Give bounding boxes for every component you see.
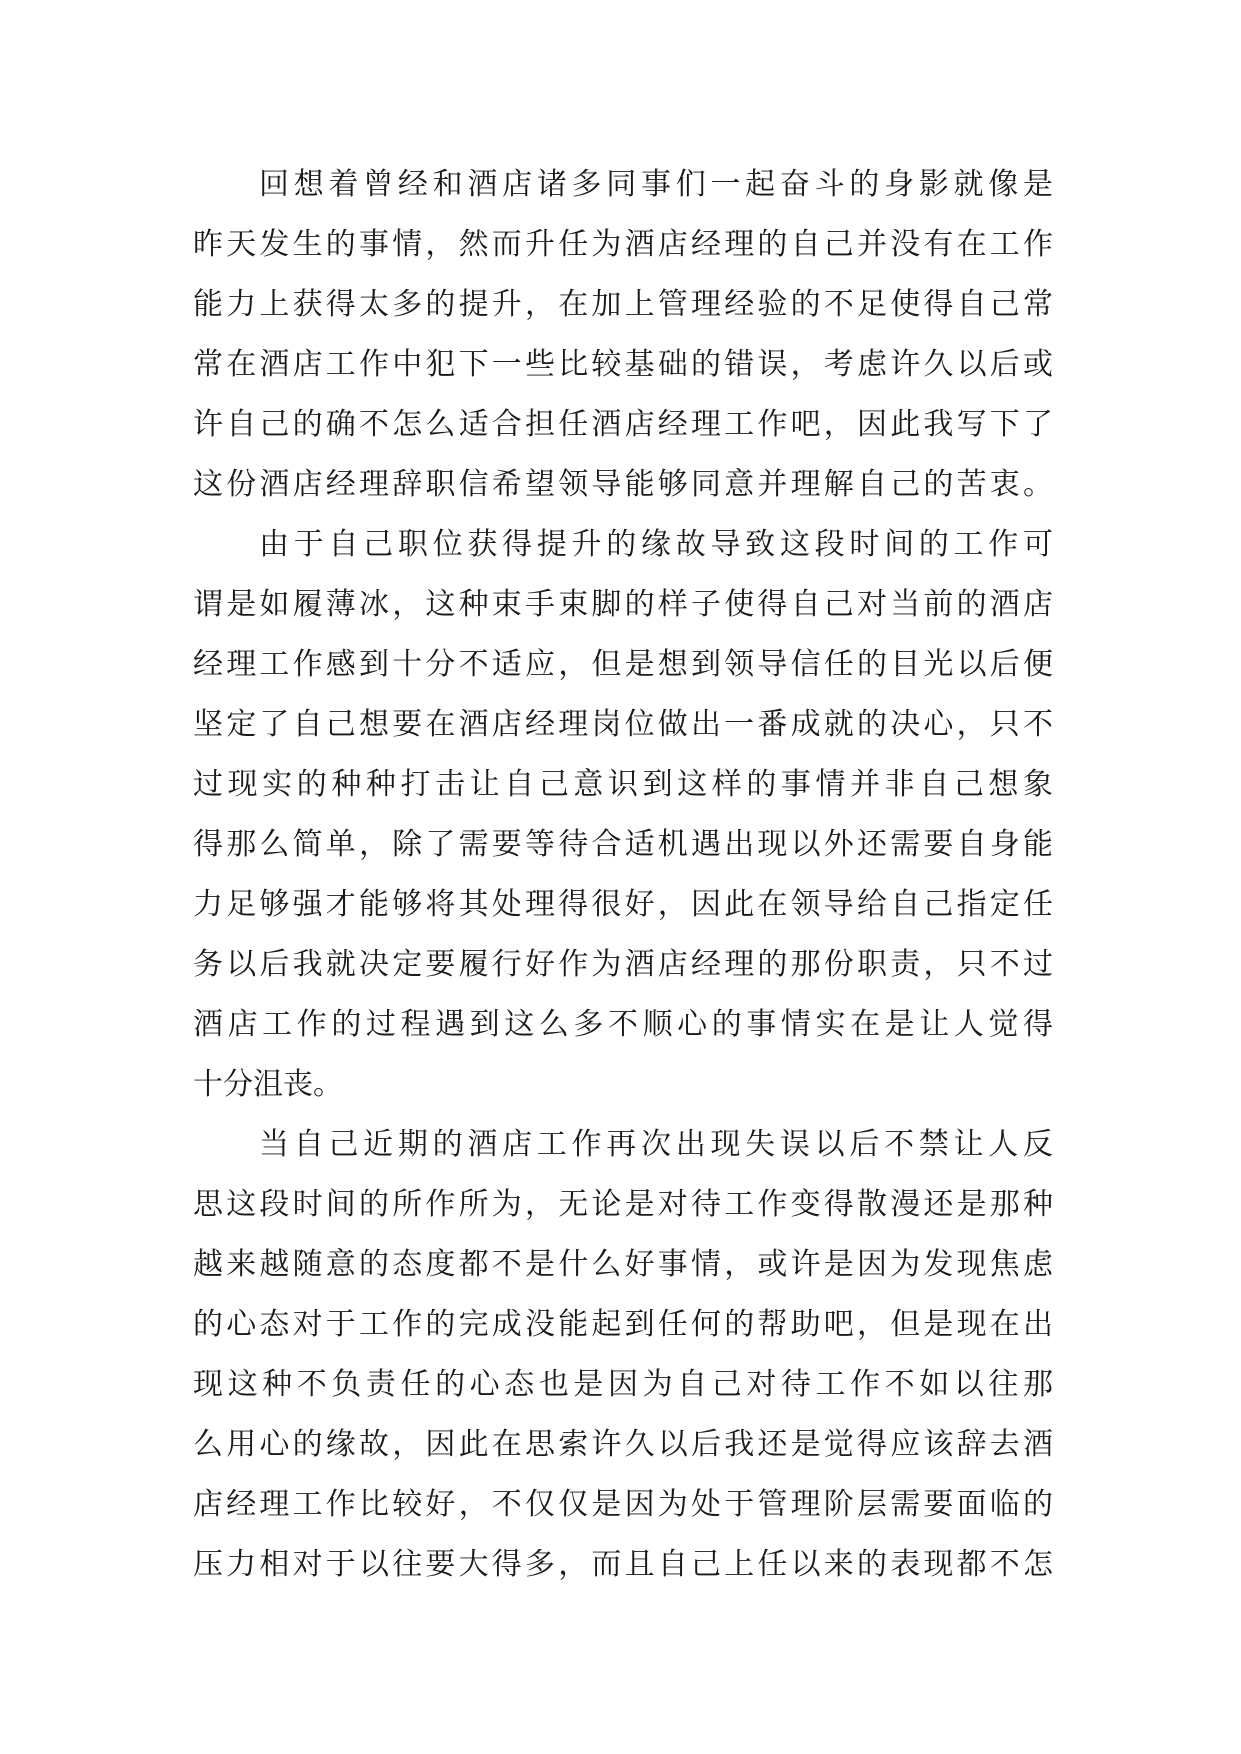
- text-line: 压力相对于以往要大得多，而且自己上任以来的表现都不怎: [193, 1547, 1053, 1582]
- text-line: 常在酒店工作中犯下一些比较基础的错误，考虑许久以后或: [193, 347, 1053, 382]
- text-line: 务以后我就决定要履行好作为酒店经理的那份职责，只不过: [193, 947, 1053, 982]
- text-line: 思这段时间的所作所为，无论是对待工作变得散漫还是那种: [193, 1187, 1053, 1222]
- text-line: 能力上获得太多的提升，在加上管理经验的不足使得自己常: [193, 287, 1053, 322]
- text-line: 店经理工作比较好，不仅仅是因为处于管理阶层需要面临的: [193, 1487, 1053, 1522]
- text-line: 力足够强才能够将其处理得很好，因此在领导给自己指定任: [193, 887, 1053, 922]
- text-line: 回想着曾经和酒店诸多同事们一起奋斗的身影就像是: [259, 167, 1053, 202]
- text-line: 么用心的缘故，因此在思索许久以后我还是觉得应该辞去酒: [193, 1427, 1053, 1462]
- text-line: 酒店工作的过程遇到这么多不顺心的事情实在是让人觉得: [193, 1007, 1053, 1042]
- text-line: 经理工作感到十分不适应，但是想到领导信任的目光以后便: [193, 647, 1053, 682]
- text-line: 当自己近期的酒店工作再次出现失误以后不禁让人反: [259, 1127, 1053, 1162]
- text-line: 得那么简单，除了需要等待合适机遇出现以外还需要自身能: [193, 827, 1053, 862]
- text-line: 过现实的种种打击让自己意识到这样的事情并非自己想象: [193, 767, 1053, 802]
- text-line: 现这种不负责任的心态也是因为自己对待工作不如以往那: [193, 1367, 1053, 1402]
- text-line: 这份酒店经理辞职信希望领导能够同意并理解自己的苦衷。: [193, 467, 1053, 502]
- text-line: 的心态对于工作的完成没能起到任何的帮助吧，但是现在出: [193, 1307, 1053, 1342]
- text-line: 越来越随意的态度都不是什么好事情，或许是因为发现焦虑: [193, 1247, 1053, 1282]
- text-line: 坚定了自己想要在酒店经理岗位做出一番成就的决心，只不: [193, 707, 1053, 742]
- text-line: 十分沮丧。: [193, 1067, 343, 1102]
- text-line: 许自己的确不怎么适合担任酒店经理工作吧，因此我写下了: [193, 407, 1053, 442]
- text-line: 由于自己职位获得提升的缘故导致这段时间的工作可: [259, 527, 1053, 562]
- text-line: 谓是如履薄冰，这种束手束脚的样子使得自己对当前的酒店: [193, 587, 1053, 622]
- text-line: 昨天发生的事情，然而升任为酒店经理的自己并没有在工作: [193, 227, 1053, 262]
